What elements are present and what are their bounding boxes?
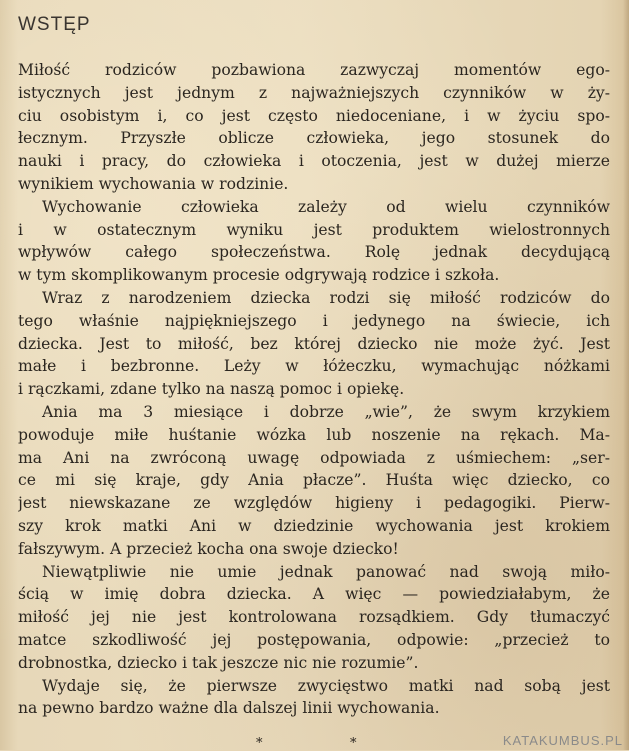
text-line: Niewątpliwie nie umie jednak panować nad swoją miło- bbox=[42, 562, 610, 581]
section-heading: WSTĘP bbox=[18, 14, 91, 35]
text-line: ma Ani na zwróconą uwagę odpowiada z uśmiechem: „ser- bbox=[18, 448, 610, 467]
text-line: małe i bezbronne. Leży w łóżeczku, wymachując nóżkami bbox=[18, 357, 610, 376]
text-line: jest niewskazane ze względów higieny i pedagogiki. Pierw- bbox=[18, 494, 610, 513]
text-line: łecznym. Przyszłe oblicze człowieka, jego stosunek do bbox=[18, 129, 610, 148]
text-line: Wraz z narodzeniem dziecka rodzi się miłość rodziców do bbox=[42, 288, 610, 307]
text-line: ścią w imię dobra dziecka. A więc — powiedziałabym, że bbox=[18, 585, 610, 604]
text-line: w tym skomplikowanym procesie odgrywają rodzice i szkoła. bbox=[18, 266, 500, 285]
watermark: KATAKUMBUS.PL bbox=[502, 733, 623, 748]
text-line: i rączkami, zdane tylko na naszą pomoc i opiekę. bbox=[18, 380, 405, 399]
text-line: dziecka. Jest to miłość, bez której dziecko nie może żyć. Jest bbox=[18, 334, 610, 353]
body-text bbox=[18, 59, 610, 720]
text-line: wpływów całego społeczeństwa. Rolę jednak decydującą bbox=[18, 243, 610, 262]
text-line: fałszywym. A przecież kocha ona swoje dziecko! bbox=[18, 539, 399, 558]
text-line: szy krok matki Ani w dziedzinie wychowania jest krokiem bbox=[18, 516, 610, 535]
text-line: powoduje miłe huśtanie wózka lub noszenie na rękach. Ma- bbox=[18, 425, 610, 444]
text-line: istycznych jest jednym z najważniejszych czynników w ży- bbox=[18, 83, 610, 102]
separator-star: * bbox=[256, 736, 263, 751]
text-line: na pewno bardzo ważne dla dalszej linii wychowania. bbox=[18, 699, 440, 718]
text-line: drobnostka, dziecko i tak jeszcze nic nie rozumie”. bbox=[18, 653, 419, 672]
text-line: matce szkodliwość jej postępowania, odpowie: „przecież to bbox=[18, 630, 610, 649]
text-line: Miłość rodziców pozbawiona zazwyczaj momentów ego- bbox=[18, 61, 610, 79]
separator-star: * bbox=[350, 736, 357, 751]
text-line: i w ostatecznym wyniku jest produktem wielostronnych bbox=[18, 220, 610, 239]
text-line: ciu osobistym i, co jest często niedoceniane, i w życiu spo- bbox=[18, 106, 610, 125]
text-line: wynikiem wychowania w rodzinie. bbox=[18, 174, 289, 193]
text-line: ce mi się kraje, gdy Ania płacze”. Huśta więc dziecko, co bbox=[18, 471, 610, 490]
page-edge-shadow bbox=[623, 0, 629, 750]
text-line: Wychowanie człowieka zależy od wielu czynników bbox=[42, 197, 610, 216]
text-line: tego właśnie najpiękniejszego i jedynego na świecie, ich bbox=[18, 311, 610, 330]
text-line: miłość jej nie jest kontrolowana rozsądkiem. Gdy tłumaczyć bbox=[18, 608, 610, 627]
text-line: Ania ma 3 miesiące i dobrze „wie”, że swym krzykiem bbox=[42, 402, 610, 421]
text-line: Wydaje się, że pierwsze zwycięstwo matki nad sobą jest bbox=[42, 676, 610, 695]
text-line: nauki i pracy, do człowieka i otoczenia, jest w dużej mierze bbox=[18, 152, 610, 171]
